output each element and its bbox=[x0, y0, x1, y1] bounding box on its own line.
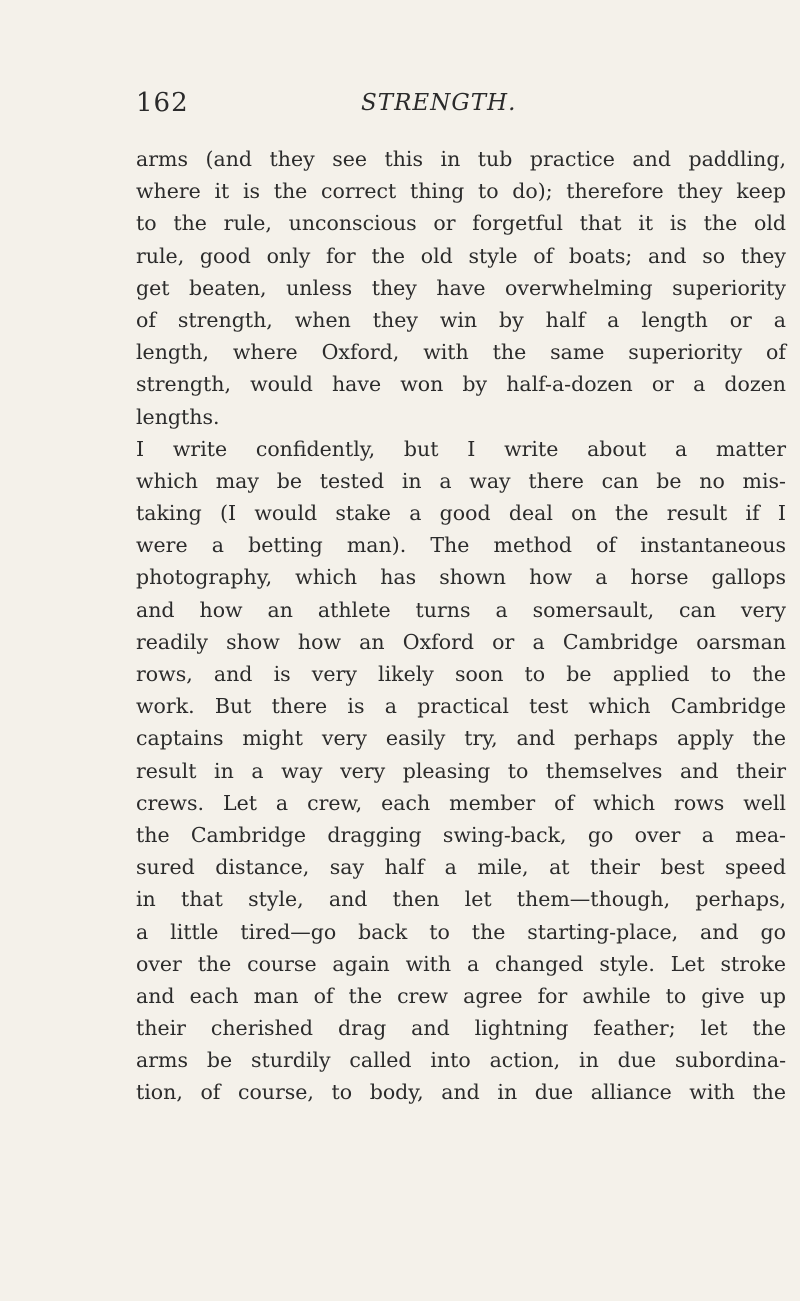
text-line: the Cambridge dragging swing-back, go over a mea- bbox=[136, 822, 786, 847]
text-line: sured distance, say half a mile, at their best speed bbox=[136, 855, 786, 880]
text-line: result in a way very pleasing to themselves and their bbox=[136, 758, 786, 783]
text-line: to the rule, unconscious or forgetful that it is the old bbox=[136, 211, 786, 236]
text-line: strength, would have won by half-a-dozen or a dozen bbox=[136, 372, 786, 397]
text-line: arms be sturdily called into action, in due subordina- bbox=[136, 1048, 786, 1073]
text-line: of strength, when they win by half a length or a bbox=[136, 307, 786, 332]
text-line: rule, good only for the old style of boats; and so they bbox=[136, 243, 786, 268]
text-line: which may be tested in a way there can be no mis- bbox=[136, 468, 786, 493]
body-text bbox=[136, 143, 786, 1109]
text-line: and each man of the crew agree for awhile to give up bbox=[136, 983, 786, 1008]
text-line: lengths. bbox=[136, 404, 220, 429]
text-line: a little tired—go back to the starting-place, and go bbox=[136, 919, 786, 944]
text-line: captains might very easily try, and perhaps apply the bbox=[136, 726, 786, 751]
paragraph-start-line: I write confidently, but I write about a matter bbox=[136, 436, 786, 461]
text-line: taking (I would stake a good deal on the result if I bbox=[136, 501, 786, 526]
text-line: rows, and is very likely soon to be applied to the bbox=[136, 662, 786, 686]
text-line: readily show how an Oxford or a Cambridge oarsman bbox=[136, 629, 786, 654]
text-line: length, where Oxford, with the same superiority of bbox=[136, 340, 786, 365]
page-number: 162 bbox=[136, 88, 189, 118]
text-line: were a betting man). The method of instantaneous bbox=[136, 533, 786, 558]
text-line: get beaten, unless they have overwhelming superiority bbox=[136, 275, 786, 300]
running-title: STRENGTH. bbox=[361, 90, 517, 116]
text-line: their cherished drag and lightning feather; let the bbox=[136, 1016, 786, 1041]
text-line: work. But there is a practical test which Cambridge bbox=[136, 694, 786, 719]
text-line: in that style, and then let them—though, perhaps, bbox=[136, 887, 786, 912]
text-line: over the course again with a changed style. Let stroke bbox=[136, 951, 786, 976]
text-line: arms (and they see this in tub practice and paddling, bbox=[136, 147, 786, 171]
text-line: crews. Let a crew, each member of which rows well bbox=[136, 790, 786, 815]
text-line: and how an athlete turns a somersault, can very bbox=[136, 597, 786, 622]
running-head bbox=[136, 88, 786, 128]
text-line: photography, which has shown how a horse gallops bbox=[136, 565, 786, 590]
text-line: tion, of course, to body, and in due alliance with the bbox=[136, 1080, 786, 1105]
text-line: where it is the correct thing to do); therefore they keep bbox=[136, 179, 786, 204]
